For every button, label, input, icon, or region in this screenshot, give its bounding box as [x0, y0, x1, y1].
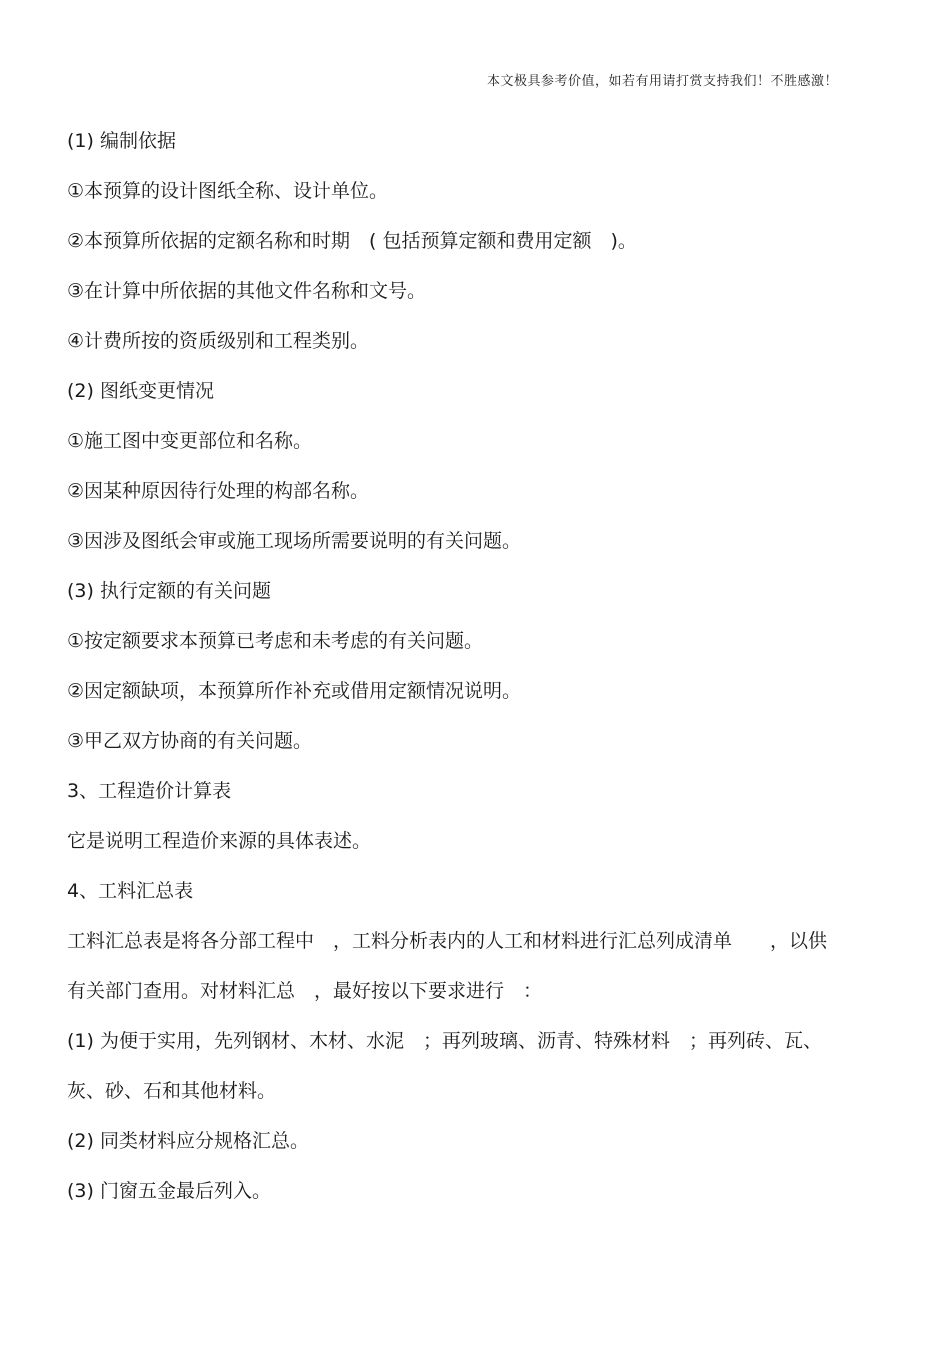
document-body: [67, 126, 882, 1226]
list-item: (1) 为便于实用，先列钢材、木材、水泥 ；再列玻璃、沥青、特殊材料 ；再列砖、瓦、: [67, 1030, 822, 1052]
list-item: ③在计算中所依据的其他文件名称和文号。: [67, 280, 427, 302]
section-heading-cost-table: 3、工程造价计算表: [67, 780, 232, 802]
list-item: ③甲乙双方协商的有关问题。: [67, 730, 313, 752]
list-item: ①施工图中变更部位和名称。: [67, 430, 313, 452]
list-item: ①本预算的设计图纸全称、设计单位。: [67, 180, 389, 202]
paragraph: 它是说明工程造价来源的具体表述。: [67, 830, 372, 852]
section-heading-material-summary: 4、工料汇总表: [67, 880, 194, 902]
section-heading-basis: (1) 编制依据: [67, 130, 176, 152]
list-item: ④计费所按的资质级别和工程类别。: [67, 330, 370, 352]
list-item: (3) 门窗五金最后列入。: [67, 1180, 271, 1202]
section-heading-drawing-changes: (2) 图纸变更情况: [67, 380, 214, 402]
paragraph-line: 工料汇总表是将各分部工程中 ，工料分析表内的人工和材料进行汇总列成清单 ，以供: [67, 930, 828, 952]
list-item: ②因定额缺项，本预算所作补充或借用定额情况说明。: [67, 680, 522, 702]
list-item: ①按定额要求本预算已考虑和未考虑的有关问题。: [67, 630, 484, 652]
section-heading-quota-issues: (3) 执行定额的有关问题: [67, 580, 271, 602]
list-item: ③因涉及图纸会审或施工现场所需要说明的有关问题。: [67, 530, 522, 552]
list-item: ②因某种原因待行处理的构部名称。: [67, 480, 370, 502]
header-note: 本文极具参考价值，如若有用请打赏支持我们！不胜感激！: [486, 74, 838, 89]
list-item-continuation: 灰、砂、石和其他材料。: [67, 1080, 277, 1102]
paragraph-line: 有关部门查用。对材料汇总 ，最好按以下要求进行 ：: [67, 980, 543, 1002]
list-item: (2) 同类材料应分规格汇总。: [67, 1130, 309, 1152]
list-item: ②本预算所依据的定额名称和时期 ( 包括预算定额和费用定额 )。: [67, 230, 637, 252]
